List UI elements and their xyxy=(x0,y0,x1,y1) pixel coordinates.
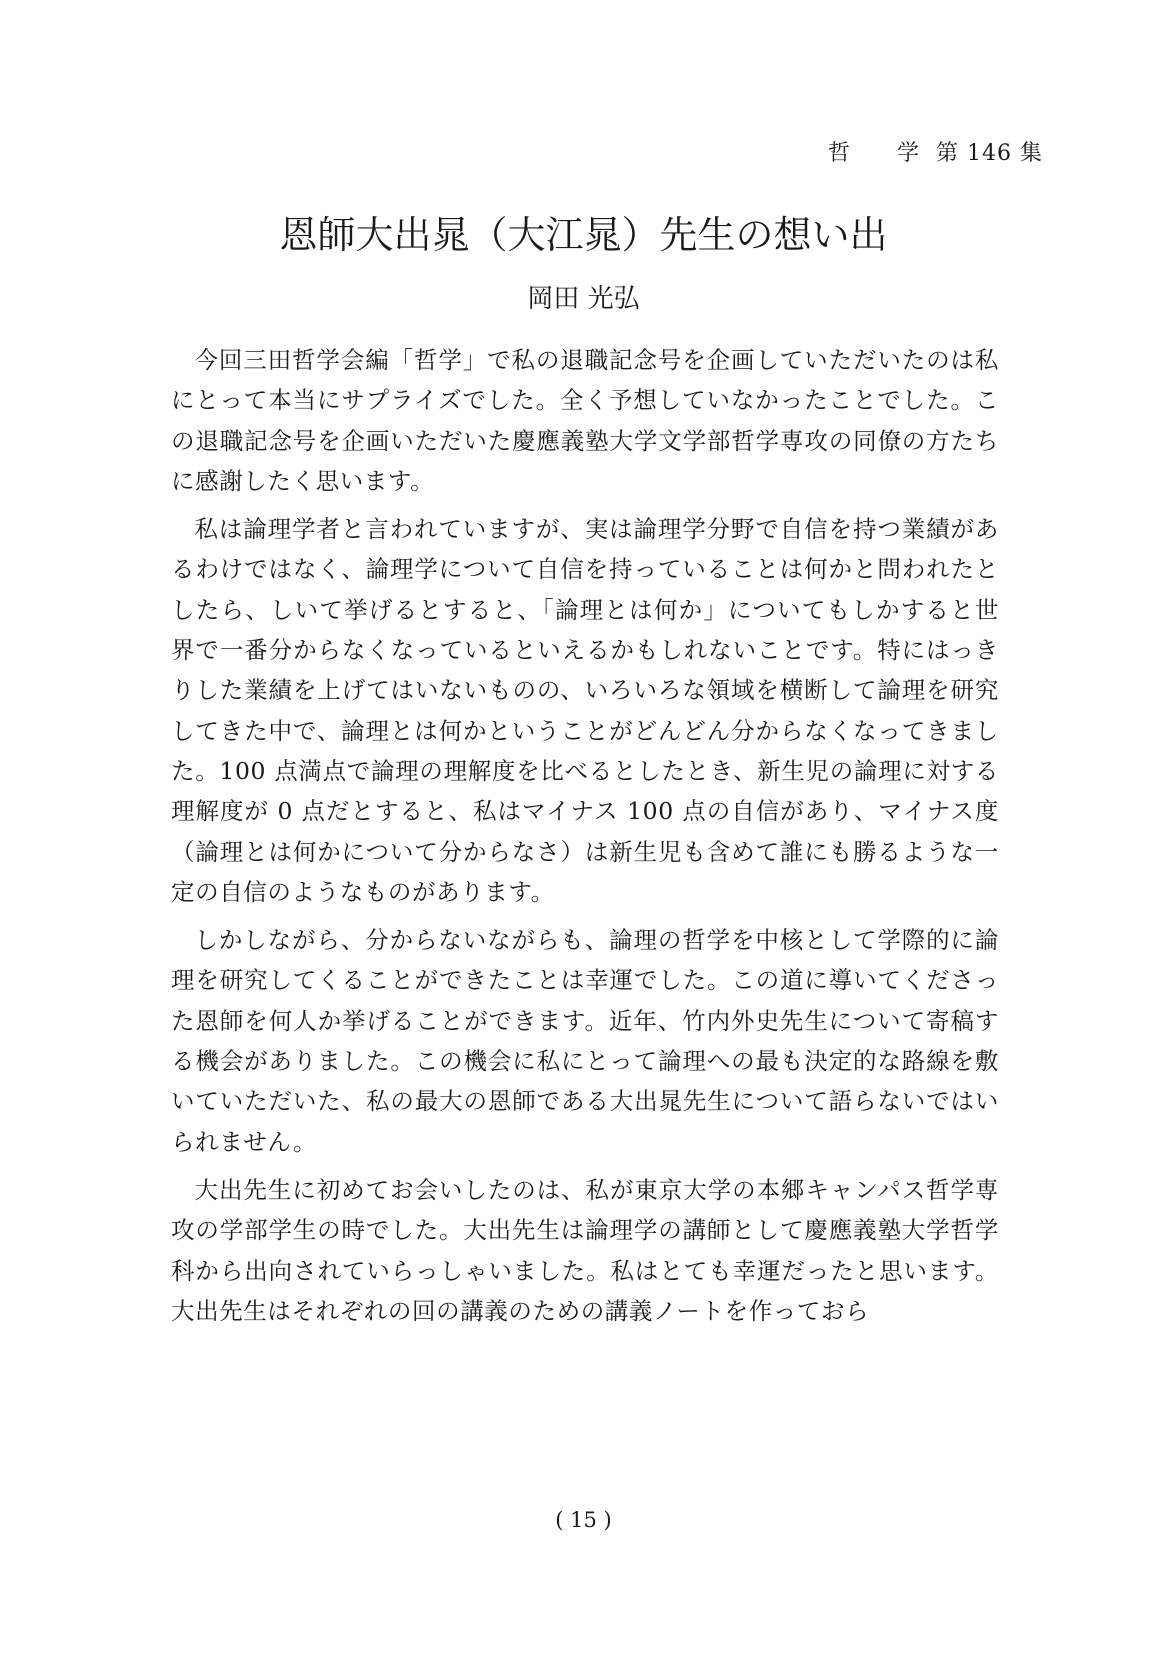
paragraph-3: しかしながら、分からないながらも、論理の哲学を中核として学際的に論理を研究してくることができたことは幸運でした。この道に導いてくださった恩師を何人か挙げることができます。近年、竹内外史先生について寄稿する機会がありました。この機会に私にとって論理への最も決定的な路線を敷いていただいた、私の最大の恩師である大出晁先生について語らないではいられません。 xyxy=(171,926,999,1156)
journal-name-right: 学 xyxy=(897,141,921,166)
page-number: ( 15 ) xyxy=(555,1508,612,1532)
article-title: 恩師大出晁（大江晁）先生の想い出 xyxy=(279,213,888,257)
journal-name-left: 哲 xyxy=(827,141,851,166)
article-author: 岡田 光弘 xyxy=(527,284,640,314)
paragraph-1: 今回三田哲学会編「哲学」で私の退職記念号を企画していただいたのは私にとって本当にサプライズでした。全く予想していなかったことでした。この退職記念号を企画いただいた慶應義塾大学文学部哲学専攻の同僚の方たちに感謝したく思います。 xyxy=(171,346,999,495)
paragraph-4: 大出先生に初めてお会いしたのは、私が東京大学の本郷キャンパス哲学専攻の学部学生の時でした。大出先生は論理学の講師として慶應義塾大学哲学科から出向されていらっしゃいました。私はとても幸運だったと思います。大出先生はそれぞれの回の講義のための講義ノートを作っておら xyxy=(171,1175,999,1325)
article-body xyxy=(171,340,999,1339)
paragraph-2: 私は論理学者と言われていますが、実は論理学分野で自信を持つ業績があるわけではなく、論理学について自信を持っていることは何かと問われたとしたら、しいて挙げるとすると、「論理とは何か」についてもしかすると世界で一番分からなくなっているといえるかもしれないことです。特にはっきりした業績を上げてはいないものの、いろいろな領域を横断して論理を研究してきた中で、論理とは何かということがどんどん分からなくなってきました。100 点満点で論理の理解度を比べるとしたとき、新生児の論理に対する理解度が 0 点だとすると、私はマイナス 100 点の自信があり、マイナス度（論理とは何かについて分からなさ）は新生児も含めて誰にも勝るような一定の自信のようなものがあります。 xyxy=(171,515,999,906)
volume-number: 第 146 集 xyxy=(936,141,1043,166)
running-header xyxy=(828,136,1043,167)
